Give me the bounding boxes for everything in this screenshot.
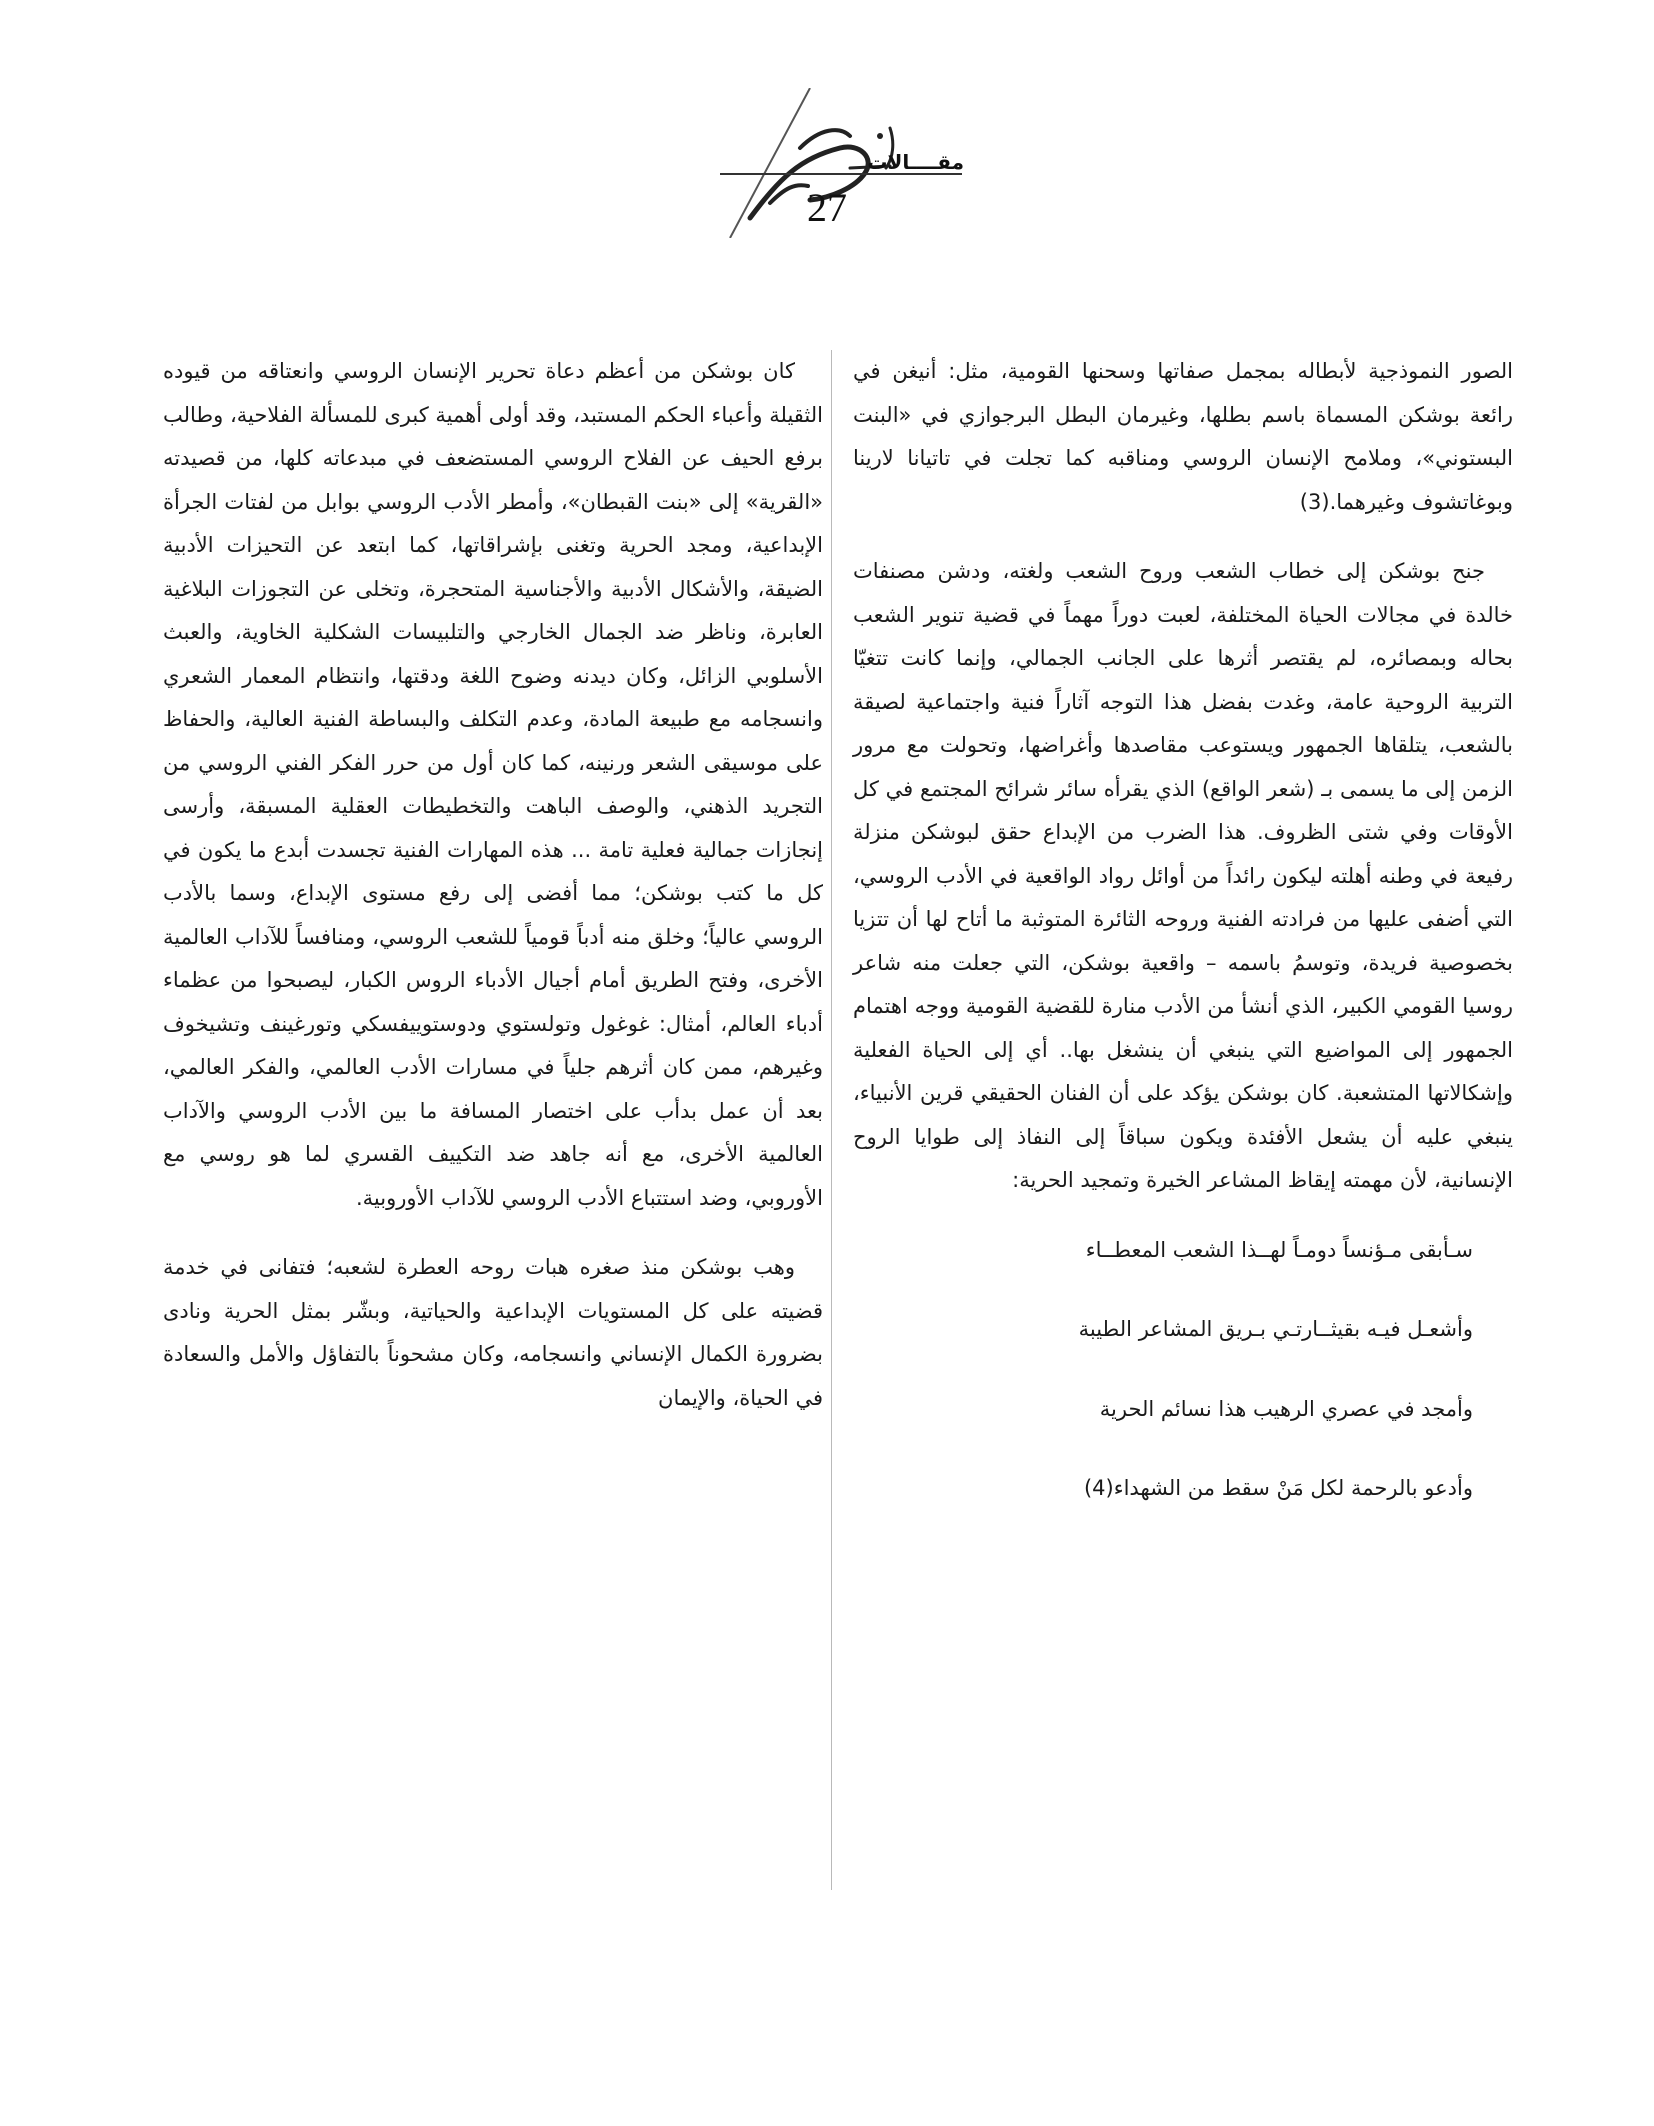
column-divider	[831, 350, 832, 1890]
poem-verse: وأمجد في عصري الرهيب هذا نسائم الحرية	[1099, 1396, 1473, 1421]
paragraph: الصور النموذجية لأبطاله بمجمل صفاتها وسحنها القومية، مثل: أنيغن في رائعة بوشكن المسماة باسم بطلها، وغيرمان البطل البرجوازي في «البنت البستوني»، وملامح الإنسان الروسي ومناقبه كما تجلت في تاتيانا لارينا وبوغاتشوف وغيرهما.(3)	[853, 359, 1513, 514]
poem-verse: سـأبقى مـؤنساً دومـاً لهــذا الشعب المعطــاء	[1085, 1237, 1473, 1262]
left-column	[163, 350, 823, 1446]
poem-block	[853, 1229, 1513, 1511]
poem-verse: وأدعو بالرحمة لكل مَنْ سقط من الشهداء(4)	[1083, 1476, 1473, 1500]
poem-verse: وأشعـل فيـه بقيثــارتـي بـريق المشاعر الطيبة	[1078, 1317, 1473, 1341]
right-column	[853, 350, 1513, 1547]
page-number: 27	[807, 185, 847, 230]
page-header	[690, 88, 980, 238]
section-label: مقــــالات	[867, 150, 964, 174]
paragraph: وهب بوشكن منذ صغره هبات روحه العطرة لشعبه؛ فتفانى في خدمة قضيته على كل المستويات الإبداعية والحياتية، وبشّر بمثل الحرية ونادى بضرورة الكمال الإنساني وانسجامه، وكان مشحوناً بالتفاؤل والأمل والسعادة في الحياة، والإيمان	[163, 1255, 823, 1410]
paragraph: جنح بوشكن إلى خطاب الشعب وروح الشعب ولغته، ودشن مصنفات خالدة في مجالات الحياة المختلفة، لعبت دوراً مهماً في قضية تنوير الشعب بحاله وبمصائره، لم يقتصر أثرها على الجانب الجمالي، وإنما كانت تتغيّا التربية الروحية عامة، وغدت بفضل هذا التوجه آثاراً فنية واجتماعية لصيقة بالشعب، يتلقاها الجمهور ويستوعب مقاصدها وأغراضها، وتحولت مع مرور الزمن إلى ما يسمى بـ (شعر الواقع) الذي يقرأه سائر شرائح المجتمع في كل الأوقات وفي شتى الظروف. هذا الضرب من الإبداع حقق لبوشكن منزلة رفيعة في وطنه أهلته ليكون رائداً من أوائل رواد الواقعية في الأدب الروسي، التي أضفى عليها من فرادته الفنية وروحه الثائرة المتوثبة ما أتاح لها أن تتزيا بخصوصية فريدة، وتوسمُ باسمه – واقعية بوشكن، التي جعلت منه شاعر روسيا القومي الكبير، الذي أنشأ من الأدب منارة للقضية القومية ووجه اهتمام الجمهور إلى المواضيع التي ينبغي أن ينشغل بها.. أي إلى الحياة الفعلية وإشكالاتها المتشعبة. كان بوشكن يؤكد على أن الفنان الحقيقي قرين الأنبياء، ينبغي عليه أن يشعل الأفئدة ويكون سباقاً إلى النفاذ إلى طوايا الروح الإنسانية، لأن مهمته إيقاظ المشاعر الخيرة وتمجيد الحرية:	[853, 559, 1513, 1192]
paragraph: كان بوشكن من أعظم دعاة تحرير الإنسان الروسي وانعتاقه من قيوده الثقيلة وأعباء الحكم المستبد، وقد أولى أهمية كبرى للمسألة الفلاحية، وطالب برفع الحيف عن الفلاح الروسي المستضعف في مبدعاته كلها، من قصيدته «القرية» إلى «بنت القبطان»، وأمطر الأدب الروسي بوابل من لفتات الجرأة الإبداعية، ومجد الحرية وتغنى بإشراقاتها، كما ابتعد عن التحيزات الأدبية الضيقة، والأشكال الأدبية والأجناسية المتحجرة، وتخلى عن التجوزات البلاغية العابرة، وناظر ضد الجمال الخارجي والتلبيسات الشكلية الخاوية، والعبث الأسلوبي الزائل، وكان ديدنه وضوح اللغة ودقتها، وانتظام المعمار الشعري وانسجامه مع طبيعة المادة، وعدم التكلف والبساطة الفنية العالية، والحفاظ على موسيقى الشعر ورنينه، كما كان أول من حرر الفكر الفني الروسي من التجريد الذهني، والوصف الباهت والتخطيطات العقلية المسبقة، وأرسى إنجازات جمالية فعلية تامة ... هذه المهارات الفنية تجسدت أبدع ما يكون في كل ما كتب بوشكن؛ مما أفضى إلى رفع مستوى الإبداع، وسما بالأدب الروسي عالياً؛ وخلق منه أدباً قومياً للشعب الروسي، ومنافساً للآداب العالمية الأخرى، وفتح الطريق أمام أجيال الأدباء الروس الكبار، ليصبحوا من عظماء أدباء العالم، أمثال: غوغول وتولستوي ودوستوييفسكي وتورغينف وتشيخوف وغيرهم، ممن كان أثرهم جلياً في مسارات الأدب العالمي، والفكر العالمي، بعد أن عمل بدأب على اختصار المسافة ما بين الأدب الروسي والآداب العالمية الأخرى، مع أنه جاهد ضد التكييف القسري لما هو روسي مع الأوروبي، وضد استتباع الأدب الروسي للآداب الأوروبية.	[163, 359, 823, 1210]
